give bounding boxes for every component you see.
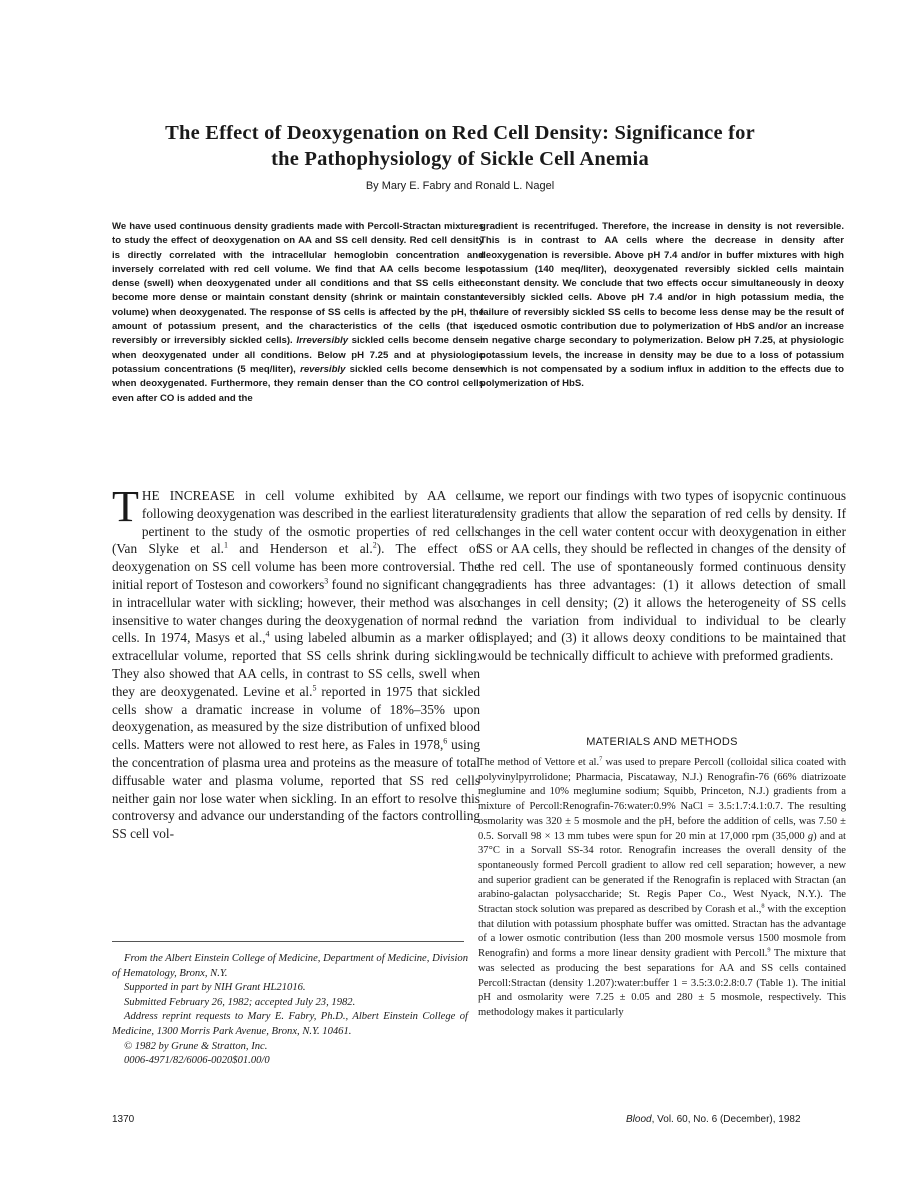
- body-text: The mixture that was selected as producing the best separations for AA and SS cells contained Percoll:Stractan (density 1.207):water:buffer 1 = 3.5:3.0:2.8:0.7 (Table 1). The initial pH and osmolarity were 7.25 ± 0.05 and 280 ± 5 mosmole, respectively. This methodology makes it particularly: [478, 948, 847, 1018]
- body-text: ). The effect of deoxygenation on SS cell volume has been more controversial. The initial report of Tosteson and coworkers: [112, 541, 481, 592]
- body-text: using the concentration of plasma urea and proteins as the measure of total diffusable water and plasma volume, reported that SS red cells neither gain nor lose water when sickling. In an effort to resolve this controversy and advance our understanding of the factors controlling SS cell vol-: [112, 737, 480, 842]
- intro-paragraph-continued: ume, we report our findings with two types of isopycnic continuous density gradients that allow the separation of red cells by density. If changes in the cell water content occur with deoxygenation in either SS or AA cells, they should be reflected in changes of the density of the red cell. The use of spontaneously formed continuous density gradients has three advantages: (1) it allows detection of small changes in cell density; (2) it allows the heterogeneity of SS cells and the variation from individual to individual to be clearly displayed; and (3) it allows deoxy conditions to be maintained that would be technically difficult to achieve with preformed gradients.: [478, 488, 846, 664]
- footnote-copyright: © 1982 by Grune & Stratton, Inc.: [124, 1040, 268, 1052]
- citation-ref: 3: [324, 576, 329, 586]
- citation-ref: 2: [372, 540, 377, 550]
- citation-ref: 1: [223, 540, 228, 550]
- footnote-issn: 0006-4971/82/6006-0020$01.00/0: [124, 1055, 270, 1067]
- citation-ref: 8: [761, 902, 765, 910]
- abstract-emphasis: Irreversibly: [296, 335, 349, 347]
- body-text: and Henderson et al.: [227, 541, 373, 557]
- footnote-reprint-address: Address reprint requests to Mary E. Fabry, Ph.D., Albert Einstein College of Medicine, 1300 Morris Park Avenue, Bronx, N.Y. 10461.: [112, 1011, 468, 1037]
- title-line-1: The Effect of Deoxygenation on Red Cell Density: Significance for: [165, 122, 755, 144]
- abstract-left-column: [112, 220, 484, 406]
- body-text: found no significant change in intracellular water with sickling; however, their method was also insensitive to water changes during the deoxygenation of normal red cells. In 1974, Masys et al.,: [112, 576, 480, 646]
- footnotes: [112, 952, 468, 1069]
- body-text: was used to prepare Percoll (colloidal silica coated with polyvinylpyrrolidone; Pharmacia, Piscataway, N.J.) Renografin-76 (66% diatrizoate meglumine and 10% meglumine sodium; Squibb, Princeton, N.J.) gradients from a mixture of Percoll:Renografin-76:water:0.9% NaCl = 3.5:1.7:4.1:0.7. The resulting osmolarity was 320 ± 5 mosmole and the pH, before the addition of cells, was 7.50 ± 0.5. Sorvall 98 × 13 mm tubes were spun for 20 min at 17,000 rpm (35,000: [478, 757, 846, 842]
- body-text: HE INCREASE in cell volume exhibited by AA cells following deoxygenation was described in the earliest literature pertinent to the study of the osmotic properties of red cells (Van Slyke et al.: [112, 488, 480, 557]
- title-line-2: the Pathophysiology of Sickle Cell Anemia: [271, 148, 649, 170]
- journal-name: Blood: [626, 1114, 652, 1125]
- footnote-dates: Submitted February 26, 1982; accepted July 23, 1982.: [124, 996, 356, 1008]
- article-title: [90, 120, 830, 172]
- journal-citation: [626, 1114, 801, 1125]
- citation-ref: 4: [265, 629, 270, 639]
- journal-details: , Vol. 60, No. 6 (December), 1982: [651, 1114, 801, 1125]
- abstract-text: We have used continuous density gradients made with Percoll-Stractan mixtures to study the effect of deoxygenation on AA and SS cell density. Red cell density is directly correlated with the intracellular hemoglobin concentration and inversely correlated with red cell volume. We find that AA cells become less dense (swell) when deoxygenated under all conditions and that SS cells either become more dense or maintain constant density (shrink or maintain constant volume) when deoxygenated. The response of SS cells is affected by the pH, the amount of potassium present, and the characteristics of the cells (that is, reversibly or irreversibly sickled cells).: [112, 221, 484, 347]
- body-text: using labeled albumin as a marker of extracellular volume, reported that SS cells shrink during sickling. They also showed that AA cells, in contrast to SS cells, swell when they are deoxygenated. Levine et al.: [112, 630, 480, 699]
- body-text: The method of Vettore et al.: [478, 757, 600, 768]
- methods-text: [478, 756, 846, 1021]
- intro-left-column: [112, 482, 481, 843]
- abstract-text: sickled cells become denser when deoxygenated under all conditions. Below pH 7.25 and at physiologic potassium concentrations (5 meq/liter),: [112, 335, 484, 375]
- citation-ref: 5: [312, 683, 317, 693]
- abstract-right-column: gradient is recentrifuged. Therefore, the increase in density is not reversible. This is in contrast to AA cells where the decrease in density after deoxygenation is reversible. Above pH 7.4 and/or in buffer mixtures with high potassium (140 meq/liter), deoxygenated reversibly sickled cells maintain constant density. We conclude that two effects occur simultaneously in deoxy reversibly sickled cells. Above pH 7.4 and/or in high potassium media, the failure of reversibly sickled SS cells to become less dense may be the result of reduced osmotic contribution due to polymerization of HbS and/or an increase in negative charge secondary to polymerization. Below pH 7.25, at physiologic potassium levels, the increase in density may be due to a loss of potassium which is not compensated by a sodium influx in addition to the effects due to polymerization of HbS.: [480, 221, 844, 390]
- body-text: reported in 1975 that sickled cells show a dramatic increase in volume of 18%–35% upon deoxygenation, as measured by the size distribution of unfixed blood cells. Matters were not allowed to rest here, as Fales in 1978,: [112, 683, 480, 753]
- citation-ref: 7: [599, 755, 603, 763]
- intro-right-column: [478, 487, 846, 665]
- footnote-grant: Supported in part by NIH Grant HL21016.: [124, 982, 306, 994]
- page-number: 1370: [112, 1114, 135, 1125]
- body-text: with the exception that dilution with potassium phosphate buffer was omitted. Stractan has the advantage of a lower osmotic contribution (less than 200 mosmole versus 1500 mosmole from Renografin) and forms a more linear density gradient with Percoll.: [478, 904, 846, 960]
- methods-paragraph: [478, 756, 846, 1021]
- footnote-divider: [112, 941, 464, 942]
- body-text: ) and at 37°C in a Sorvall SS-34 rotor. Renografin increases the overall density of the spontaneously formed Percoll gradient to allow red cell separation; however, a new and superior gradient can be generated if the Renografin is replaced with Stractan (an arabino-galactan polysaccharide; St. Regis Paper Co., West Nyack, N.Y.). The Stractan stock solution was prepared as described by Corash et al.,: [478, 830, 846, 916]
- abstract-text: sickled cells become denser when deoxygenated. Furthermore, they remain denser than the CO control cells even after CO is added and the: [112, 363, 484, 404]
- abstract-emphasis: reversibly: [300, 363, 346, 375]
- section-heading-materials-methods: MATERIALS AND METHODS: [586, 736, 738, 748]
- citation-ref: 6: [443, 736, 448, 746]
- author-byline: By Mary E. Fabry and Ronald L. Nagel: [365, 180, 555, 192]
- footnote-affiliation: From the Albert Einstein College of Medicine, Department of Medicine, Division of Hematology, Bronx, N.Y.: [112, 953, 468, 979]
- drop-cap: T: [112, 482, 139, 531]
- unit-g: g: [807, 830, 814, 842]
- citation-ref: 9: [767, 946, 771, 954]
- intro-paragraph: [112, 482, 481, 843]
